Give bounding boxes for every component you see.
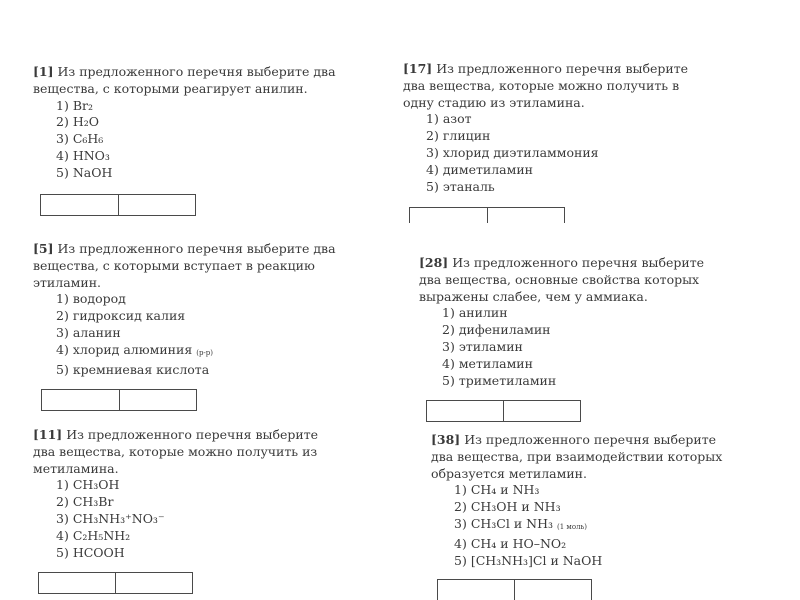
task-5-option-2: 2) гидроксид калия [56, 308, 186, 324]
task-38-answer-cell-1[interactable] [438, 580, 515, 600]
task-28 [419, 255, 764, 389]
task-1-option-1: 1) Br₂ [56, 97, 94, 113]
task-1-answer-cell-2[interactable] [119, 195, 196, 215]
task-5-option-5: 5) кремниевая кислота [56, 361, 210, 377]
task-17-option-2: 2) глицин [426, 128, 491, 144]
task-17-number: [17] [403, 61, 433, 76]
task-11-option-1: 1) CH₃OH [56, 477, 120, 493]
task-38-answer-box [437, 579, 592, 600]
task-28-text: Из предложенного перечня выберите два вещества, основные свойства которых выражены слабее, чем у аммиака. [419, 255, 705, 304]
task-1 [33, 64, 378, 182]
task-17-answer-cell-1[interactable] [410, 208, 488, 223]
task-38-number: [38] [431, 432, 461, 447]
task-38 [431, 432, 776, 569]
task-17-answer-cell-2[interactable] [488, 208, 565, 223]
task-1-answer-box [40, 194, 196, 216]
task-38-option-4: 4) CH₄ и HO–NO₂ [454, 535, 567, 551]
task-5-text: Из предложенного перечня выберите два вещества, с которыми вступает в реакцию этиламин. [33, 241, 336, 290]
task-1-number: [1] [33, 64, 54, 79]
task-17 [403, 61, 748, 195]
task-5-options [33, 291, 378, 378]
task-38-answer-cell-2[interactable] [515, 580, 591, 600]
task-5-number: [5] [33, 241, 54, 256]
task-28-option-4: 4) метиламин [442, 355, 533, 371]
task-5-option-4-note: (р-р) [196, 348, 214, 357]
task-5-answer-cell-2[interactable] [120, 390, 197, 410]
task-11-text: Из предложенного перечня выберите два вещества, которые можно получить из метиламина. [33, 427, 319, 476]
task-28-option-1: 1) анилин [442, 305, 508, 321]
task-28-answer-cell-1[interactable] [427, 401, 504, 421]
task-5-answer-cell-1[interactable] [42, 390, 120, 410]
task-5-option-1: 1) водород [56, 291, 126, 307]
task-5-option-3: 3) аланин [56, 324, 121, 340]
task-17-stem [403, 61, 748, 111]
task-1-option-4: 4) HNO₃ [56, 147, 110, 163]
task-17-text: Из предложенного перечня выберите два вещества, которые можно получить в одну стадию из этиламина. [403, 61, 689, 110]
task-28-answer-cell-2[interactable] [504, 401, 580, 421]
task-17-options [403, 111, 748, 195]
task-28-option-2: 2) дифениламин [442, 322, 551, 338]
task-1-answer-cell-1[interactable] [41, 195, 119, 215]
task-38-option-1: 1) CH₄ и NH₃ [454, 482, 540, 498]
task-11 [33, 427, 378, 561]
task-28-stem [419, 255, 764, 305]
task-38-option-3: 3) CH₃Cl и NH₃ (1 моль) [454, 515, 588, 531]
task-11-option-3: 3) CH₃NH₃⁺NO₃⁻ [56, 510, 165, 526]
task-38-option-3-note: (1 моль) [556, 522, 588, 531]
task-38-option-5: 5) [CH₃NH₃]Cl и NaOH [454, 552, 603, 568]
task-17-option-5: 5) этаналь [426, 178, 495, 194]
task-11-answer-box [38, 572, 193, 594]
task-5 [33, 241, 378, 378]
task-11-option-4: 4) C₂H₅NH₂ [56, 527, 131, 543]
task-17-option-3: 3) хлорид диэтиламмония [426, 144, 599, 160]
task-17-option-1: 1) азот [426, 111, 472, 127]
task-11-answer-cell-1[interactable] [39, 573, 116, 593]
task-28-answer-box [426, 400, 581, 422]
task-1-option-2: 2) H₂O [56, 114, 99, 130]
task-28-number: [28] [419, 255, 449, 270]
task-11-number: [11] [33, 427, 63, 442]
task-38-text: Из предложенного перечня выберите два вещества, при взаимодействии которых образуется метиламин. [431, 432, 723, 481]
task-11-option-2: 2) CH₃Br [56, 494, 114, 510]
task-5-answer-box [41, 389, 197, 411]
task-11-option-5: 5) HCOOH [56, 544, 125, 560]
task-17-answer-box [409, 207, 565, 223]
task-1-text: Из предложенного перечня выберите два вещества, с которыми реагирует анилин. [33, 64, 336, 96]
task-11-options [33, 477, 378, 561]
task-5-option-4: 4) хлорид алюминия (р-р) [56, 341, 214, 357]
task-28-option-5: 5) триметиламин [442, 372, 557, 388]
task-28-option-3: 3) этиламин [442, 338, 523, 354]
task-5-stem [33, 241, 378, 291]
task-1-stem [33, 64, 378, 98]
task-28-options [419, 305, 764, 389]
task-1-options [33, 98, 378, 182]
task-1-option-3: 3) C₆H₆ [56, 131, 104, 147]
task-38-stem [431, 432, 776, 482]
task-17-option-4: 4) диметиламин [426, 161, 534, 177]
task-38-options [431, 482, 776, 569]
task-11-stem [33, 427, 378, 477]
task-38-option-2: 2) CH₃OH и NH₃ [454, 499, 561, 515]
task-11-answer-cell-2[interactable] [116, 573, 192, 593]
task-1-option-5: 5) NaOH [56, 164, 113, 180]
